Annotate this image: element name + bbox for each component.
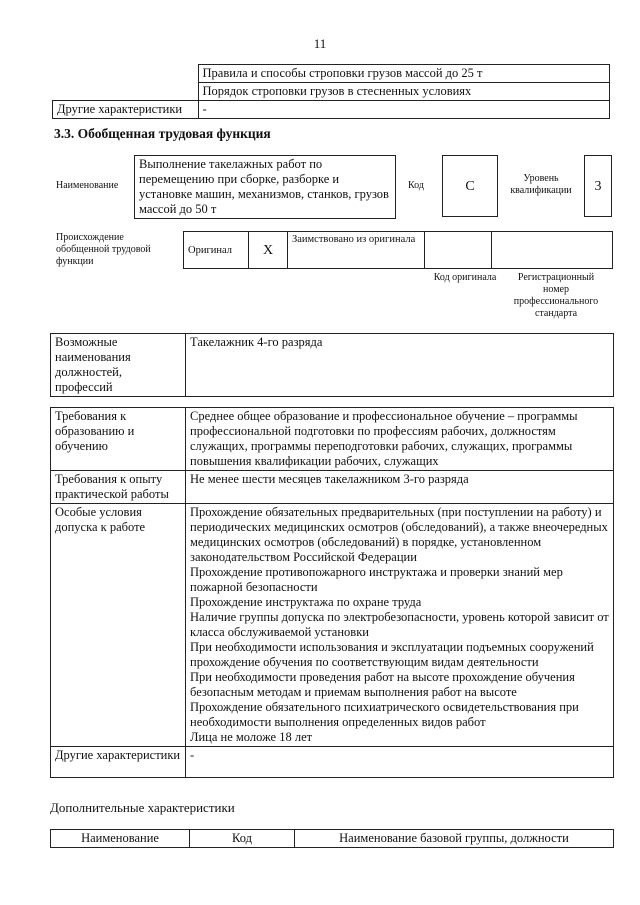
list-item: Прохождение противопожарного инструктажа и проверки знаний мер пожарной безопасности	[190, 565, 563, 594]
other-value: -	[186, 747, 614, 778]
reg-number-caption: Регистрационный номер профессионального стандарта	[513, 272, 599, 319]
section-title: 3.3. Обобщенная трудовая функция	[54, 126, 271, 141]
header-base-group: Наименование базовой группы, должности	[295, 830, 614, 848]
list-item: Прохождение обязательного психиатрического освидетельствования при необходимости выполнения определенных видов работ	[190, 700, 579, 729]
header-name: Наименование	[51, 830, 190, 848]
list-item: При необходимости проведения работ на высоте прохождение обучения безопасным методам и приемам выполнения работ на высоте	[190, 670, 575, 699]
other-characteristics-label: Другие характеристики	[53, 101, 199, 119]
origin-label: Происхождение обобщенной трудовой функции	[56, 232, 151, 267]
name-label: Наименование	[56, 180, 119, 191]
additional-table	[50, 829, 614, 848]
list-item: Прохождение инструктажа по охране труда	[190, 595, 422, 609]
code-value: C	[443, 156, 498, 217]
list-item: Наличие группы допуска по электробезопасности, уровень которой зависит от класса обслуживаемой установки	[190, 610, 609, 639]
code-label: Код	[408, 180, 424, 191]
level-box	[584, 155, 612, 217]
original-mark: X	[249, 232, 288, 269]
original-label: Оригинал	[184, 232, 249, 269]
table-row: Правила и способы строповки грузов массой до 25 т	[198, 65, 610, 83]
level-label: Уровень квалификации	[510, 173, 572, 196]
top-table	[52, 64, 610, 119]
table-row: Порядок строповки грузов в стесненных условиях	[198, 83, 610, 101]
requirements-table	[50, 407, 614, 778]
code-box	[442, 155, 498, 217]
list-item: Прохождение обязательных предварительных (при поступлении на работу) и периодических медицинских осмотров (обследований), а также внеочередных медицинских осмотров (обследований) в порядке, установленном законодательством Российской Федерации	[190, 505, 608, 564]
education-value: Среднее общее образование и профессиональное обучение – программы профессиональной подготовки по профессиям рабочих, должностям служащих, программы переподготовки рабочих, служащих, программы повышения квалификации рабочих, служащих	[186, 408, 614, 471]
origin-table	[183, 231, 613, 269]
level-value: 3	[585, 156, 612, 217]
borrowed-label: Заимствовано из оригинала	[288, 232, 425, 269]
function-name: Выполнение такелажных работ по перемещению при сборке, разборке и установке машин, механизмов, станков, грузов массой до 50 т	[135, 156, 396, 219]
additional-title: Дополнительные характеристики	[50, 800, 235, 815]
header-code: Код	[190, 830, 295, 848]
code-original-caption: Код оригинала	[433, 272, 497, 283]
page-number: 11	[313, 36, 327, 51]
education-label: Требования к образованию и обучению	[51, 408, 186, 471]
experience-label: Требования к опыту практической работы	[51, 471, 186, 504]
other-label: Другие характеристики	[51, 747, 186, 778]
positions-table	[50, 333, 614, 397]
conditions-label: Особые условия допуска к работе	[51, 504, 186, 747]
positions-label: Возможные наименования должностей, профессий	[51, 334, 186, 397]
positions-value: Такелажник 4-го разряда	[186, 334, 614, 397]
function-name-box	[134, 155, 396, 219]
list-item: При необходимости использования и эксплуатации подъемных сооружений прохождение обучения по соответствующим видам деятельности	[190, 640, 594, 669]
list-item: Лица не моложе 18 лет	[190, 730, 313, 744]
conditions-list	[186, 504, 614, 747]
other-characteristics-value: -	[198, 101, 610, 119]
experience-value: Не менее шести месяцев такелажником 3-го разряда	[186, 471, 614, 504]
